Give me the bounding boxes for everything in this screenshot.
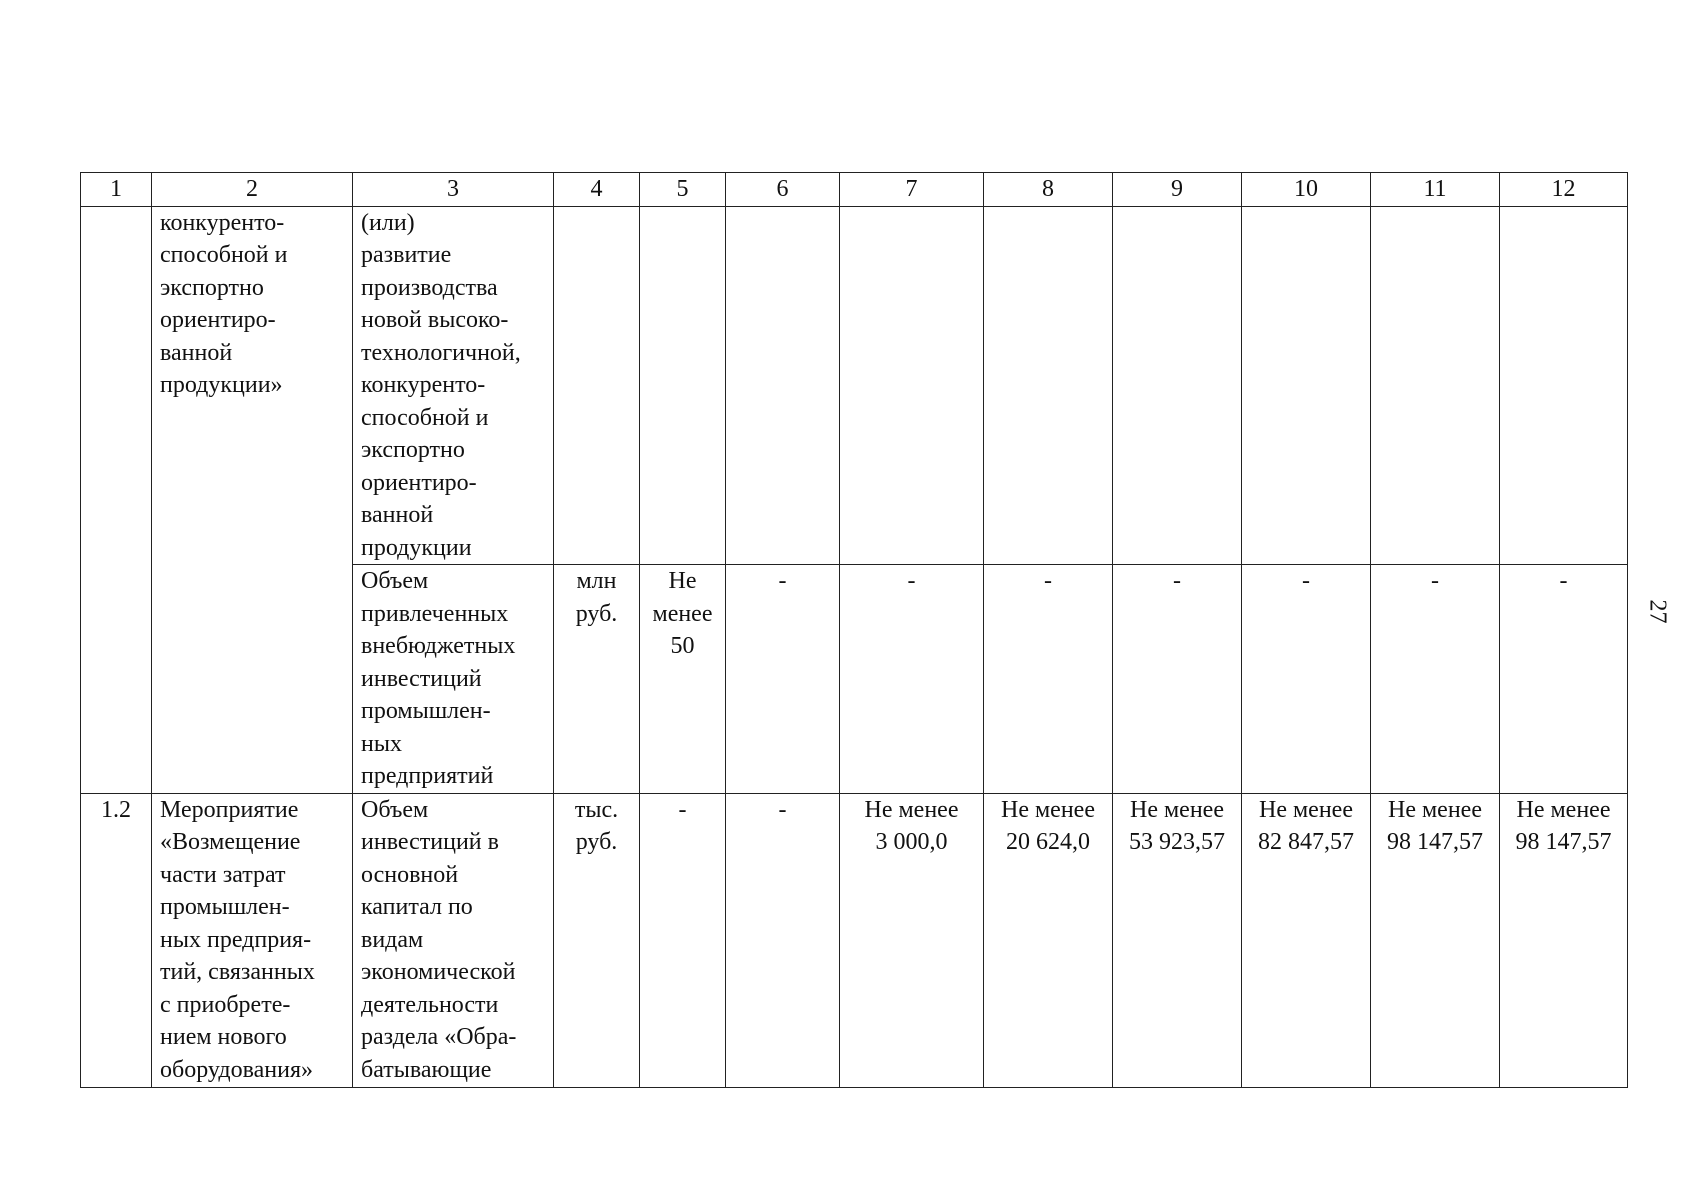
year-value: - (1302, 568, 1310, 594)
table-cell (1500, 206, 1628, 565)
table-cell (640, 793, 726, 1087)
table-cell (1113, 793, 1242, 1087)
table-cell (1242, 206, 1371, 565)
page-number: 27 (1644, 599, 1671, 624)
table-row (81, 206, 1628, 565)
indicator-name: (или) развитие производства новой высоко- технологичной, конкуренто- способной и экспортно ориентиро- ванной продукции (361, 209, 521, 561)
indicator-name: Объем инвестиций в основной капитал по видам экономической деятельности раздела «Обра- батывающие (361, 796, 517, 1083)
column-header: 4 (554, 173, 640, 207)
column-header: 2 (152, 173, 353, 207)
table-cell (1113, 206, 1242, 565)
table-cell (554, 793, 640, 1087)
table-cell (1371, 565, 1500, 794)
table-cell (726, 565, 840, 794)
table-cell (1500, 793, 1628, 1087)
table-cell (81, 793, 152, 1087)
year-value: Не менее 98 147,57 (1515, 796, 1612, 855)
year-value: Не менее 20 624,0 (1001, 796, 1095, 855)
column-header: 12 (1500, 173, 1628, 207)
year-value: Не менее 53 923,57 (1129, 796, 1225, 855)
table-cell (1371, 206, 1500, 565)
year-value: - (1559, 568, 1568, 594)
base-value: Не менее 50 (652, 568, 713, 659)
year-value: - (1173, 568, 1181, 594)
year-value: - (1044, 568, 1052, 594)
column-header: 8 (984, 173, 1113, 207)
base-value: - (678, 796, 687, 823)
table-cell (1242, 565, 1371, 794)
table-cell (640, 206, 726, 565)
table-cell (1113, 565, 1242, 794)
column-header: 3 (353, 173, 554, 207)
table-cell (984, 793, 1113, 1087)
year-value: Не менее 82 847,57 (1258, 796, 1354, 855)
indicator-name: Объем привлеченных внебюджетных инвестиций промышлен- ных предприятий (361, 568, 516, 789)
unit: тыс. руб. (574, 796, 619, 855)
table-cell (984, 206, 1113, 565)
column-number-row (81, 173, 1628, 207)
table-cell (152, 206, 353, 793)
year-value: - (778, 796, 787, 823)
column-header: 10 (1242, 173, 1371, 207)
column-header: 5 (640, 173, 726, 207)
unit: млн руб. (575, 568, 618, 627)
column-header: 9 (1113, 173, 1242, 207)
year-value: Не менее 3 000,0 (864, 796, 959, 855)
table-cell (984, 565, 1113, 794)
year-value: - (907, 568, 916, 594)
column-header: 7 (840, 173, 984, 207)
indicators-table (80, 172, 1628, 1088)
table-cell (726, 206, 840, 565)
year-value: Не менее 98 147,57 (1387, 796, 1483, 855)
event-name: Мероприятие «Возмещение части затрат промышлен- ных предприя- тий, связанных с приобрете- нием нового оборудования» (160, 796, 315, 1083)
year-value: - (1431, 568, 1439, 594)
table-cell (840, 206, 984, 565)
table-cell (152, 793, 353, 1087)
row-number: 1.2 (101, 796, 131, 823)
table-cell (726, 793, 840, 1087)
table-cell (840, 565, 984, 794)
table-cell (353, 565, 554, 794)
table-cell (353, 793, 554, 1087)
table-cell (81, 206, 152, 793)
program-name-continuation: конкуренто- способной и экспортно ориентиро- ванной продукции» (160, 209, 288, 398)
table-cell (1242, 793, 1371, 1087)
column-header: 6 (726, 173, 840, 207)
table-cell (1371, 793, 1500, 1087)
column-header: 1 (81, 173, 152, 207)
table-row (81, 793, 1628, 1087)
table-cell (554, 206, 640, 565)
year-value: - (778, 568, 787, 594)
table-cell (840, 793, 984, 1087)
column-header: 11 (1371, 173, 1500, 207)
table-cell (1500, 565, 1628, 794)
table-cell (554, 565, 640, 794)
table-cell (640, 565, 726, 794)
table-cell (353, 206, 554, 565)
